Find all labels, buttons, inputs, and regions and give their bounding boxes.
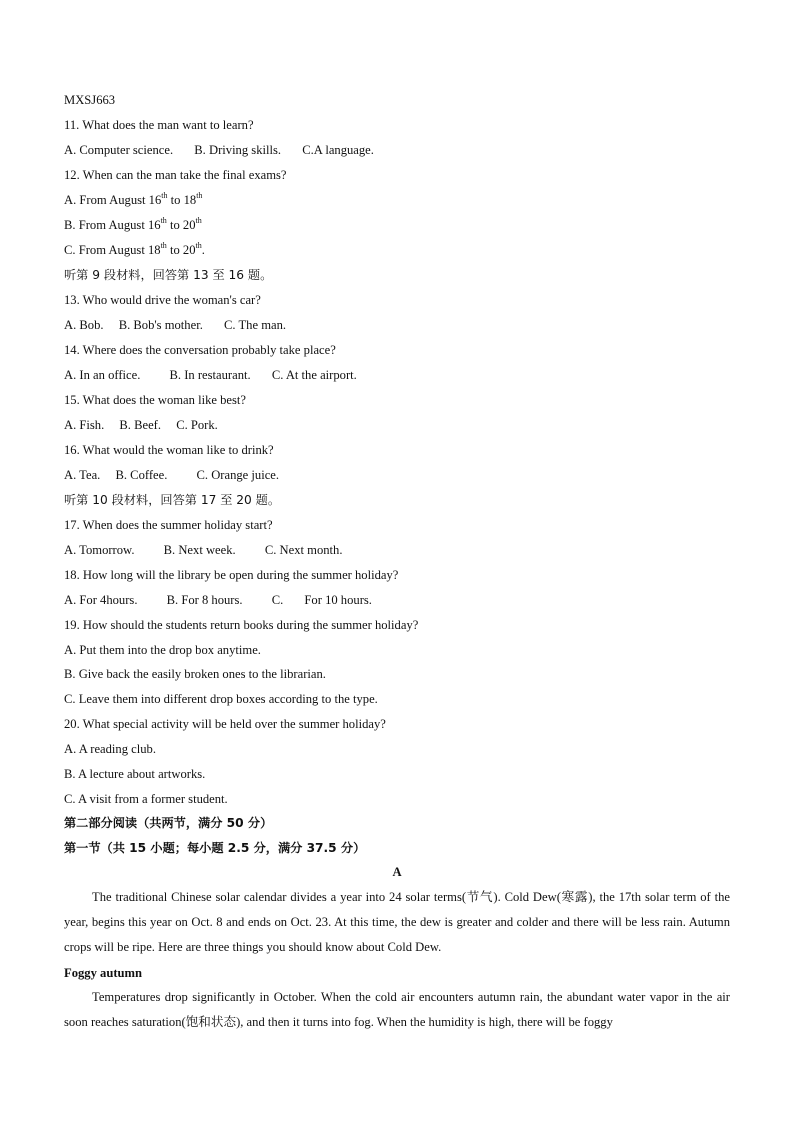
question-15-options xyxy=(64,417,218,433)
question-17-stem: 17. When does the summer holiday start? xyxy=(64,518,273,532)
option-a: A. In an office. xyxy=(64,368,141,382)
option-b: B. In restaurant. xyxy=(169,368,251,382)
option-a: A. Tea. xyxy=(64,468,101,482)
question-11-options xyxy=(64,142,374,158)
question-12-option-b: B. From August 16th to 20th xyxy=(64,216,202,232)
option-b: B. Beef. xyxy=(119,418,162,432)
option-a: A. Fish. xyxy=(64,418,105,432)
question-13-options xyxy=(64,317,286,333)
option-c: C. Next month. xyxy=(264,543,343,557)
option-b: B. Driving skills. xyxy=(194,143,282,157)
question-19-option-a: A. Put them into the drop box anytime. xyxy=(64,643,261,657)
question-16-stem: 16. What would the woman like to drink? xyxy=(64,443,274,457)
section-9-instruction: 听第 9 段材料，回答第 13 至 16 题。 xyxy=(64,268,273,282)
option-b: B. Next week. xyxy=(163,543,236,557)
question-13-stem: 13. Who would drive the woman's car? xyxy=(64,293,261,307)
question-15-stem: 15. What does the woman like best? xyxy=(64,393,246,407)
option-a: A. Tomorrow. xyxy=(64,543,135,557)
option-c: C. Pork. xyxy=(176,418,218,432)
question-19-option-c: C. Leave them into different drop boxes according to the type. xyxy=(64,692,378,706)
question-20-stem: 20. What special activity will be held over the summer holiday? xyxy=(64,717,386,731)
section-1-heading: 第一节（共 15 小题；每小题 2.5 分，满分 37.5 分） xyxy=(64,841,366,855)
question-20-option-b: B. A lecture about artworks. xyxy=(64,767,206,781)
option-a: A. For 4hours. xyxy=(64,593,138,607)
passage-paragraph-1: The traditional Chinese solar calendar divides a year into 24 solar terms(节气). Cold Dew(寒露), the 17th solar term of the year, begins this year on Oct. 8 and ends on Oct. 23. At this time, the dew is greater and colder and there will be less rain. Autumn crops will be ripe. Here are three things you should know about Cold Dew. xyxy=(64,890,730,954)
passage-subheading: Foggy autumn xyxy=(64,966,143,980)
question-16-options xyxy=(64,467,279,483)
option-b: B. Bob's mother. xyxy=(118,318,203,332)
question-20-option-c: C. A visit from a former student. xyxy=(64,792,228,806)
option-a: A. Bob. xyxy=(64,318,104,332)
option-c: C. At the airport. xyxy=(271,368,357,382)
option-c: C. Orange juice. xyxy=(196,468,280,482)
section-10-instruction: 听第 10 段材料，回答第 17 至 20 题。 xyxy=(64,493,281,507)
option-c: C. xyxy=(271,593,284,607)
question-12-stem: 12. When can the man take the final exams? xyxy=(64,168,287,182)
question-18-stem: 18. How long will the library be open during the summer holiday? xyxy=(64,568,399,582)
option-b: B. For 8 hours. xyxy=(166,593,243,607)
doc-code: MXSJ663 xyxy=(64,93,116,107)
option-a: A. Computer science. xyxy=(64,143,174,157)
option-c: C. The man. xyxy=(224,318,287,332)
question-11-stem: 11. What does the man want to learn? xyxy=(64,118,254,132)
question-14-options xyxy=(64,367,357,383)
question-19-stem: 19. How should the students return books during the summer holiday? xyxy=(64,618,419,632)
option-c: C.A language. xyxy=(302,143,374,157)
option-b: B. Coffee. xyxy=(115,468,168,482)
question-18-options xyxy=(64,592,372,608)
part-2-heading: 第二部分阅读（共两节，满分 50 分） xyxy=(64,816,273,830)
option-c-text: For 10 hours. xyxy=(304,593,372,607)
passage-letter: A xyxy=(392,865,402,879)
question-12-option-a: A. From August 16th to 18th xyxy=(64,191,203,207)
question-19-option-b: B. Give back the easily broken ones to the librarian. xyxy=(64,667,326,681)
question-17-options xyxy=(64,542,343,558)
question-14-stem: 14. Where does the conversation probably take place? xyxy=(64,343,336,357)
question-20-option-a: A. A reading club. xyxy=(64,742,156,756)
question-12-option-c: C. From August 18th to 20th. xyxy=(64,241,205,257)
passage-paragraph-2: Temperatures drop significantly in October. When the cold air encounters autumn rain, the abundant water vapor in the air soon reaches saturation(饱和状态), and then it turns into fog. When the humidity is high, there will be foggy xyxy=(64,990,730,1029)
